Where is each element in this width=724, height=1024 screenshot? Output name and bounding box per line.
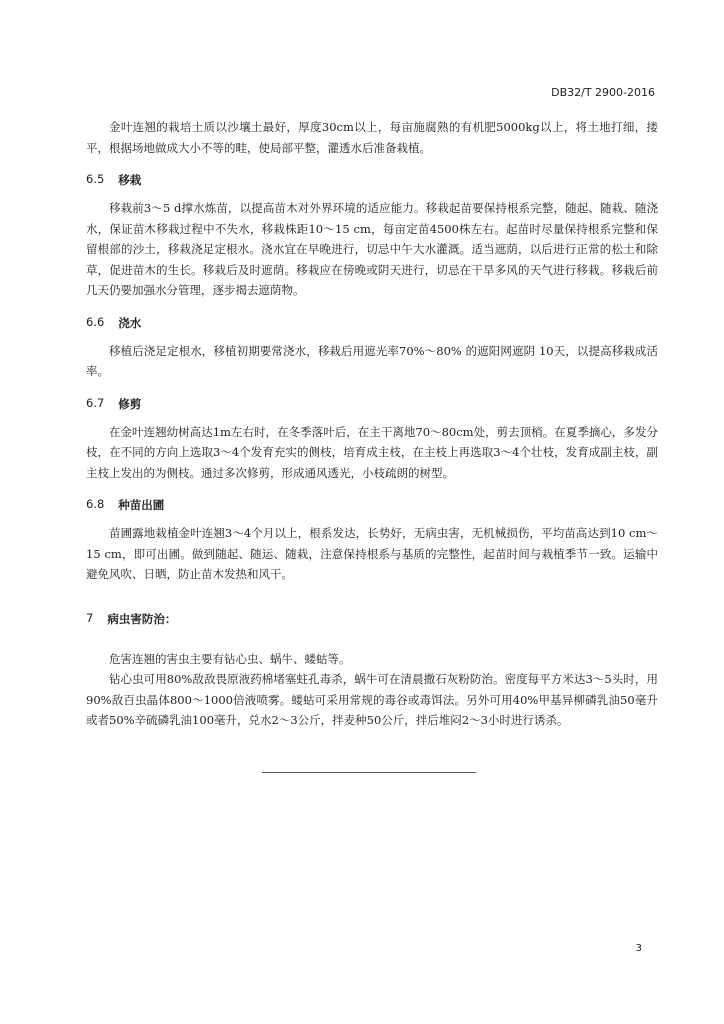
section-heading-7 [86, 611, 658, 627]
standard-code: DB32/T 2900-2016 [551, 86, 655, 99]
section-number: 6.6 [86, 314, 105, 329]
section-number: 6.8 [86, 497, 105, 511]
section-heading-6-6 [86, 315, 658, 331]
section-title: 浇水 [118, 315, 142, 330]
section-title: 修剪 [118, 396, 142, 411]
section-7-paragraph: 钻心虫可用80%敌敌畏原液药棉堵塞蛀孔毒杀，蜗牛可在清晨撒石灰粉防治。密度每平方米达3～5头时，用90%敌百虫晶体800～1000倍液喷雾。蝼蛄可采用常规的毒谷或毒饵法。另外可用40%甲基异柳磷乳油50毫升或者50%辛硫磷乳油100毫升，兑水2～3公斤，拌麦种50公斤，拌后堆闷2～3小时进行诱杀。 [86, 672, 658, 727]
section-6-7-paragraph: 在金叶连翘幼树高达1m左右时，在冬季落叶后，在主干离地70～80cm处，剪去顶梢。在夏季摘心，多发分枝，在不同的方向上选取3～4个发育充实的侧枝，培育成主枝，在主枝上再选取3～4个壮枝，发育成副主枝，副主枝上发出的为侧枝。通过多次修剪，形成通风透光，小枝疏朗的树型。 [86, 424, 658, 480]
section-7-paragraph: 危害连翘的害虫主要有钻心虫、蜗牛、蝼蛄等。 [109, 651, 351, 666]
section-heading-6-5 [86, 172, 658, 188]
section-number: 6.5 [86, 172, 105, 186]
end-rule-divider [262, 772, 476, 773]
section-heading-6-7 [86, 396, 658, 412]
page-number: 3 [635, 943, 642, 954]
section-6-5-paragraph: 移栽前3～5 d撑水炼苗，以提高苗木对外界环境的适应能力。移栽起苗要保持根系完整，随起、随栽、随浇水，保证苗木移栽过程中不失水，移栽株距10～15 cm，每亩定苗4500株左右。起苗时尽量保持根系完整和保留根部的沙土，移栽浇足定根水。浇水宜在早晚进行，切忌中午大水灌溉。适当遮荫，以后进行正常的松土和除草，促进苗木的生长。移栽后及时遮荫。移栽应在傍晚或阴天进行，切忌在干旱多风的天气进行移栽。移栽后前几天仍要加强水分管理，逐步揭去遮荫物。 [86, 201, 658, 297]
section-number: 6.7 [86, 395, 105, 410]
section-heading-6-8 [86, 497, 658, 513]
section-6-8-paragraph: 苗圃露地栽植金叶连翘3～4个月以上，根系发达，长势好，无病虫害，无机械损伤，平均苗高达到10 cm～15 cm，即可出圃。做到随起、随运、随栽，注意保持根系与基质的完整性，起苗时间与栽植季节一致。运输中避免风吹、日晒，防止苗木发热和风干。 [86, 526, 658, 581]
section-title: 种苗出圃 [118, 498, 165, 512]
section-title: 移栽 [118, 173, 142, 187]
section-6-6-paragraph: 移植后浇足定根水，移植初期要常浇水，移栽后用遮光率70%～80% 的遮阳网遮阴 10天，以提高移栽成活率。 [86, 343, 658, 378]
intro-paragraph: 金叶连翘的栽培土质以沙壤土最好，厚度30cm以上，每亩施腐熟的有机肥5000kg以上，将土地打细，搂平，根据场地做成大小不等的畦，使局部平整，灌透水后准备栽植。 [86, 120, 658, 155]
document-body [86, 117, 658, 731]
section-title: 病虫害防治： [107, 611, 177, 626]
section-number: 7 [86, 610, 94, 625]
